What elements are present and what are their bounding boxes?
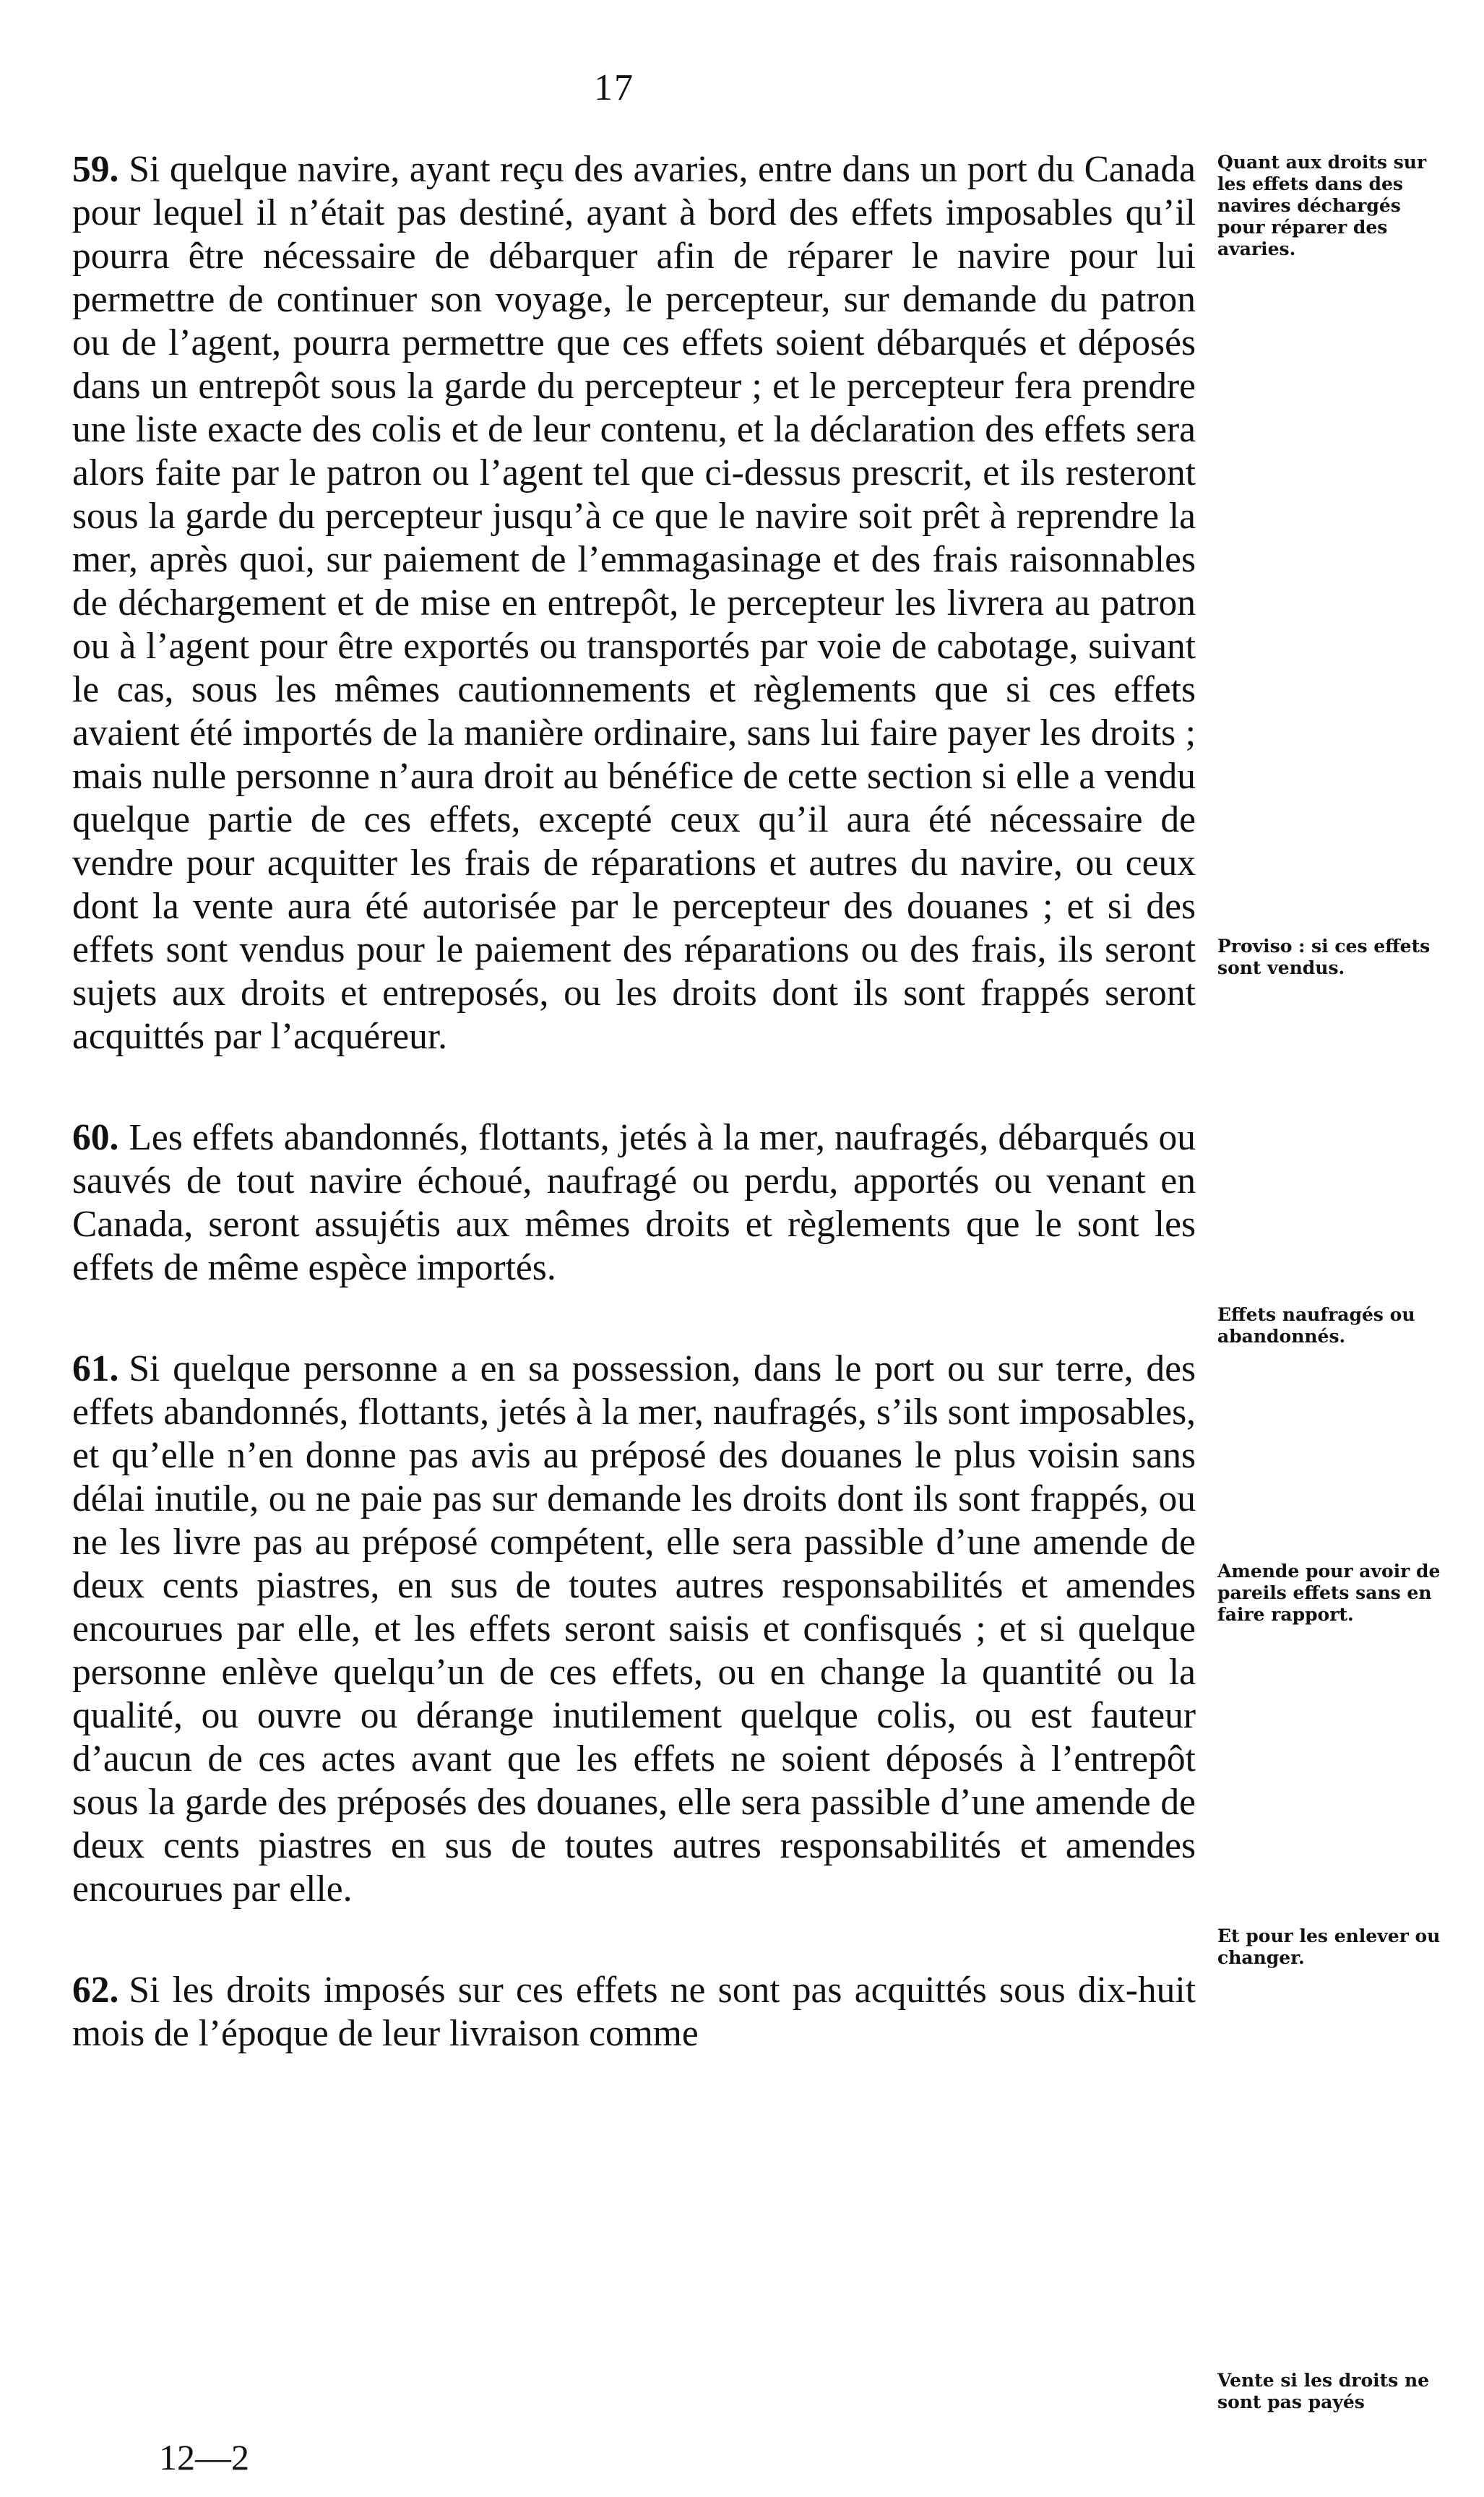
margin-note-proviso: Proviso : si ces effets sont vendus. — [1217, 936, 1431, 978]
section-text: Les effets abandonnés, flottants, jetés à la mer, naufragés, débarqués ou sauvés de tout navire échoué, naufragé ou perdu, apportés ou venant en Canada, seront assujétis aux mêmes droits et règlements que le sont les effets de même espèce importés. — [72, 1117, 1196, 1288]
margin-note-naufrages: Effets naufragés ou abandonnés. — [1217, 1304, 1415, 1347]
margin-note-enlever: Et pour les enlever ou changer. — [1217, 1925, 1441, 1968]
section-number: 61. — [72, 1348, 119, 1389]
margin-note-avaries: Quant aux droits sur les effets dans des navires déchargés pour réparer des avaries. — [1217, 152, 1427, 259]
section-61 — [72, 1347, 1196, 1911]
section-text: Si les droits imposés sur ces effets ne sont pas acquittés sous dix-huit mois de l’époque de leur livraison comme — [72, 1970, 1196, 2054]
margin-note-vente: Vente si les droits ne sont pas payés — [1217, 2370, 1430, 2412]
section-60 — [72, 1116, 1196, 1290]
section-text: Si quelque personne a en sa possession, dans le port ou sur terre, des effets abandonnés, flottants, jetés à la mer, naufragés, s’ils sont imposables, et qu’elle n’en donne pas avis au préposé des douanes le plus voisin sans délai inutile, ou ne paie pas sur demande les droits dont ils sont frappés, ou ne les livre pas au préposé compétent, elle sera passible d’une amende de deux cents piastres, en sus de toutes autres responsabilités et amendes encourues par elle, et les effets seront saisis et confisqués ; et si quelque personne enlève quelqu’un de ces effets, ou en change la quantité ou la qualité, ou ouvre ou dérange inutilement quelque colis, ou est fauteur d’aucun de ces actes avant que les effets ne soient déposés à l’entrepôt sous la garde des préposés des douanes, elle sera passible d’une amende de deux cents piastres en sus de toutes autres responsabilités et amendes encourues par elle. — [72, 1348, 1196, 1910]
body-text — [72, 148, 1196, 2056]
section-text: Si quelque navire, ayant reçu des avaries, entre dans un port du Canada pour lequel il n’était pas destiné, ayant à bord des effets imposables qu’il pourra être nécessaire de débarquer afin de réparer le navire pour lui permettre de continuer son voyage, le percepteur, sur demande du patron ou de l’agent, pourra permettre que ces effets soient débarqués et déposés dans un entrepôt sous la garde du percepteur ; et le percepteur fera prendre une liste exacte des colis et de leur contenu, et la déclaration des effets sera alors faite par le patron ou l’agent tel que ci-dessus prescrit, et ils resteront sous la garde du percepteur jusqu’à ce que le navire soit prêt à reprendre la mer, après quoi, sur paiement de l’emmagasinage et des frais raisonnables de déchargement et de mise en entrepôt, le percepteur les livrera au patron ou à l’agent pour être exportés ou transportés par voie de cabotage, suivant le cas, sous les mêmes cautionnements et règlements que si ces effets avaient été importés de la manière ordinaire, sans lui faire payer les droits ; mais nulle personne n’aura droit au bénéfice de cette section si elle a vendu quelque partie de ces effets, excepté ceux qu’il aura été nécessaire de vendre pour acquitter les frais de réparations et autres du navire, ou ceux dont la vente aura été autorisée par le percepteur des douanes ; et si des effets sont vendus pour le paiement des réparations ou des frais, ils seront sujets aux droits et entreposés, ou les droits dont ils sont frappés seront acquittés par l’acquéreur. — [72, 149, 1196, 1057]
section-number: 62. — [72, 1970, 119, 2011]
signature-mark: 12—2 — [159, 2437, 249, 2477]
section-number: 60. — [72, 1117, 119, 1158]
section-number: 59. — [72, 149, 119, 190]
margin-note-amende: Amende pour avoir de pareils effets sans en faire rapport. — [1217, 1561, 1441, 1625]
section-59 — [72, 148, 1196, 1058]
page-number: 17 — [594, 67, 634, 108]
section-62 — [72, 1969, 1196, 2056]
